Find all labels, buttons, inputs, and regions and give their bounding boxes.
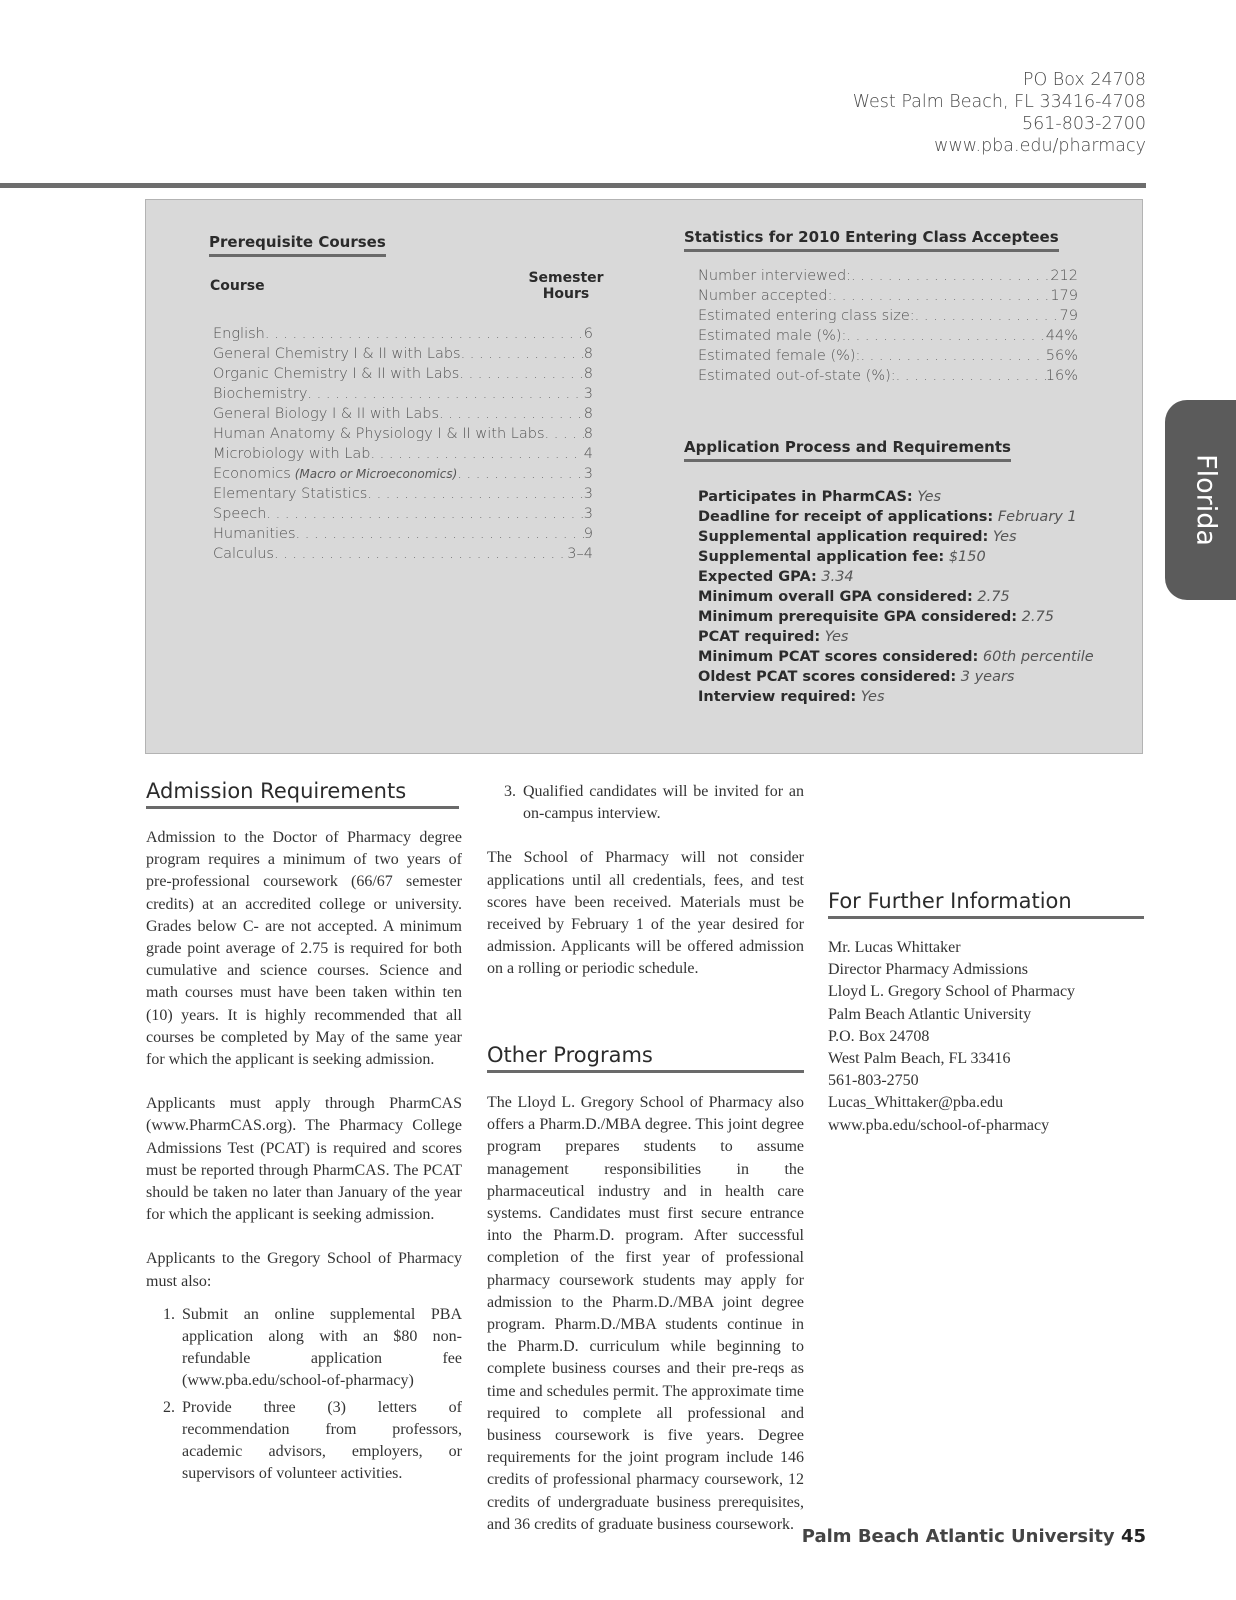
course-row: [213, 424, 593, 444]
hours-column-header: Semester Hours: [528, 270, 604, 302]
application-heading: Application Process and Requirements: [684, 438, 1011, 462]
application-value: 3 years: [960, 669, 1015, 685]
application-row: [698, 627, 1118, 647]
other-programs-title: Other Programs: [487, 1043, 804, 1073]
course-row: [213, 464, 593, 484]
application-label: Deadline for receipt of applications:: [698, 509, 994, 525]
stat-value: 212: [1050, 268, 1078, 284]
stat-value: 44%: [1045, 328, 1078, 344]
dot-leader: [915, 306, 1060, 326]
application-value: 3.34: [821, 569, 854, 585]
stat-row: [698, 286, 1078, 306]
course-note: (Macro or Microeconomics): [294, 467, 458, 481]
stats-list: [698, 266, 1078, 386]
dot-leader: [265, 324, 584, 344]
application-label: Oldest PCAT scores considered:: [698, 669, 957, 685]
footer-university: Palm Beach Atlantic University: [801, 1526, 1115, 1547]
application-label: Expected GPA:: [698, 569, 817, 585]
admission-paragraph-4: The School of Pharmacy will not consider applications until all credentials, fees, and test scores have been received. Materials must be received by February 1 of the year desired for admission. Applicants will be offered admission on a rolling or periodic schedule.: [487, 849, 804, 978]
dot-leader: [439, 404, 584, 424]
stat-row: [698, 346, 1078, 366]
list-item: 1. Submit an online supplemental PBA application along with an $80 non-refundable application fee (www.pba.edu/school-of-pharmacy): [163, 1305, 462, 1390]
dot-leader: [860, 346, 1045, 366]
application-value: 2.75: [1021, 609, 1054, 625]
dot-leader: [367, 484, 583, 504]
stat-value: 79: [1059, 308, 1078, 324]
course-name: Humanities: [213, 526, 296, 542]
stat-label: Estimated entering class size:: [698, 308, 915, 324]
contact-url[interactable]: www.pba.edu/school-of-pharmacy: [828, 1116, 1050, 1134]
course-row: [213, 364, 593, 384]
course-row: [213, 484, 593, 504]
course-name: General Biology I & II with Labs: [213, 406, 439, 422]
address-url[interactable]: www.pba.edu/pharmacy: [934, 136, 1146, 156]
application-value: February 1: [997, 509, 1077, 525]
prereq-heading: Prerequisite Courses: [209, 233, 386, 257]
course-row: [213, 324, 593, 344]
stats-heading: Statistics for 2010 Entering Class Acceptees: [684, 228, 1059, 252]
address-phone: 561-803-2700: [1022, 114, 1146, 134]
application-label: Minimum overall GPA considered:: [698, 589, 973, 605]
course-name: General Chemistry I & II with Labs: [213, 346, 461, 362]
application-label: PCAT required:: [698, 629, 821, 645]
application-label: Participates in PharmCAS:: [698, 489, 913, 505]
course-hours: 8: [583, 366, 593, 382]
contact-position: Director Pharmacy Admissions: [828, 961, 1028, 979]
application-label: Minimum prerequisite GPA considered:: [698, 609, 1018, 625]
stat-label: Estimated female (%):: [698, 348, 861, 364]
course-name: Biochemistry: [213, 386, 308, 402]
application-label: Supplemental application required:: [698, 529, 989, 545]
course-hours: 3–4: [567, 546, 593, 562]
application-label: Minimum PCAT scores considered:: [698, 649, 979, 665]
course-hours: 9: [583, 526, 593, 542]
course-name: Calculus: [213, 546, 274, 562]
application-value: Yes: [992, 529, 1017, 545]
page-number: 45: [1120, 1526, 1146, 1547]
contact-block: [828, 937, 1144, 1137]
admission-paragraph-3: Applicants to the Gregory School of Pharmacy must also:: [146, 1250, 462, 1290]
dot-leader: [896, 366, 1046, 386]
requirements-list-continued: [487, 781, 804, 825]
contact-school: Lloyd L. Gregory School of Pharmacy: [828, 983, 1076, 1001]
dot-leader: [266, 504, 583, 524]
dot-leader: [296, 524, 584, 544]
course-name: Elementary Statistics: [213, 486, 368, 502]
application-value: 60th percentile: [982, 649, 1094, 665]
application-value: $150: [948, 549, 986, 565]
dot-leader: [459, 364, 583, 384]
stat-label: Estimated male (%):: [698, 328, 847, 344]
application-row: [698, 567, 1118, 587]
application-value: Yes: [824, 629, 849, 645]
dot-leader: [461, 344, 584, 364]
address-line-1: PO Box 24708: [1022, 70, 1146, 90]
stat-row: [698, 266, 1078, 286]
contact-email[interactable]: Lucas_Whittaker@pba.edu: [828, 1094, 1004, 1112]
course-hours: 4: [583, 446, 593, 462]
course-hours: 3: [583, 386, 593, 402]
course-name: Microbiology with Lab: [213, 446, 371, 462]
contact-phone: 561-803-2750: [828, 1072, 919, 1090]
application-label: Supplemental application fee:: [698, 549, 945, 565]
contact-university: Palm Beach Atlantic University: [828, 1005, 1032, 1023]
application-row: [698, 507, 1118, 527]
course-hours: 8: [583, 426, 593, 442]
stat-value: 56%: [1045, 348, 1078, 364]
application-value: 2.75: [977, 589, 1010, 605]
dot-leader: [851, 266, 1050, 286]
course-row: [213, 524, 593, 544]
course-hours: 3: [583, 506, 593, 522]
page-footer: [802, 1526, 1146, 1547]
stat-label: Estimated out-of-state (%):: [698, 368, 896, 384]
course-name: Human Anatomy & Physiology I & II with Labs: [213, 426, 545, 442]
stat-label: Number interviewed:: [698, 268, 852, 284]
application-row: [698, 547, 1118, 567]
course-row: [213, 384, 593, 404]
course-column-header: Course: [210, 278, 265, 294]
header-rule: [0, 183, 1146, 188]
application-list: [698, 487, 1118, 707]
course-name: Economics: [213, 466, 291, 482]
list-item: 3. Qualified candidates will be invited for an on-campus interview.: [504, 783, 804, 823]
dot-leader: [846, 326, 1045, 346]
admission-paragraph-1: Admission to the Doctor of Pharmacy degree program requires a minimum of two years of pre-professional coursework (66/67 semester credits) at an accredited college or university. Grades below C- are not accepted. A minimum grade point average of 2.75 is required for both cumulative and science courses. Science and math courses must have been taken within ten (10) years. It is highly recommended that all courses be completed by May of the same year for which the applicant is seeking admission.: [146, 829, 462, 1069]
course-row: [213, 404, 593, 424]
course-row: [213, 504, 593, 524]
course-hours: 8: [583, 406, 593, 422]
application-row: [698, 647, 1118, 667]
dot-leader: [457, 464, 583, 484]
course-hours: 6: [583, 326, 593, 342]
course-name: Speech: [213, 506, 267, 522]
course-row: [213, 444, 593, 464]
state-tab: [1165, 400, 1236, 600]
stat-value: 16%: [1045, 368, 1078, 384]
contact-name: Mr. Lucas Whittaker: [828, 939, 961, 956]
header-address: [853, 69, 1146, 157]
list-item: 2. Provide three (3) letters of recommendation from professors, academic advisors, employers, or supervisors of volunteer activities.: [163, 1398, 462, 1483]
dot-leader: [833, 286, 1051, 306]
admission-column-2: [487, 781, 804, 981]
application-value: Yes: [917, 489, 942, 505]
contact-po-box: P.O. Box 24708: [828, 1027, 930, 1045]
course-list: [213, 324, 593, 564]
requirements-list: [146, 1304, 462, 1486]
contact-title: For Further Information: [828, 889, 1144, 919]
course-hours: 3: [583, 486, 593, 502]
state-tab-label: Florida: [1190, 454, 1222, 546]
dot-leader: [370, 444, 583, 464]
stat-label: Number accepted:: [698, 288, 833, 304]
stat-row: [698, 366, 1078, 386]
dot-leader: [545, 424, 584, 444]
course-name: English: [213, 326, 265, 342]
application-row: [698, 607, 1118, 627]
application-row: [698, 487, 1118, 507]
stat-row: [698, 326, 1078, 346]
other-programs-paragraph: The Lloyd L. Gregory School of Pharmacy also offers a Pharm.D./MBA degree. This joint degree program prepares students to assume management responsibilities in the pharmaceutical industry and in health care systems. Candidates must first secure entrance into the Pharm.D. program. After successful completion of the first year of professional pharmacy coursework students may apply for admission to the Pharm.D./MBA joint degree program. Pharm.D./MBA students continue in the Pharm.D. curriculum while beginning to complete business courses and their pre-reqs as time and schedules permit. The approximate time required to complete all professional and business coursework is five years. Degree requirements for the joint program include 146 credits of professional pharmacy coursework, 12 credits of undergraduate business prerequisites, and 36 credits of graduate business coursework.: [487, 1094, 804, 1533]
application-row: [698, 687, 1118, 707]
application-value: Yes: [860, 689, 885, 705]
admission-title: Admission Requirements: [146, 779, 459, 809]
dot-leader: [274, 544, 567, 564]
course-hours: 8: [583, 346, 593, 362]
dot-leader: [307, 384, 583, 404]
course-name: Organic Chemistry I & II with Labs: [213, 366, 460, 382]
course-row: [213, 344, 593, 364]
admission-paragraph-2: Applicants must apply through PharmCAS (www.PharmCAS.org). The Pharmacy College Admissions Test (PCAT) is required and scores must be reported through PharmCAS. The PCAT should be taken no later than January of the year for which the applicant is seeking admission.: [146, 1095, 462, 1224]
application-row: [698, 667, 1118, 687]
course-row: [213, 544, 593, 564]
stat-row: [698, 306, 1078, 326]
stats-box: [145, 199, 1143, 754]
course-hours: 3: [583, 466, 593, 482]
address-line-2: West Palm Beach, FL 33416-4708: [852, 92, 1146, 112]
application-label: Interview required:: [698, 689, 857, 705]
admission-column-1: [146, 827, 462, 1485]
contact-city: West Palm Beach, FL 33416: [828, 1050, 1011, 1068]
application-row: [698, 527, 1118, 547]
stat-value: 179: [1050, 288, 1078, 304]
application-row: [698, 587, 1118, 607]
